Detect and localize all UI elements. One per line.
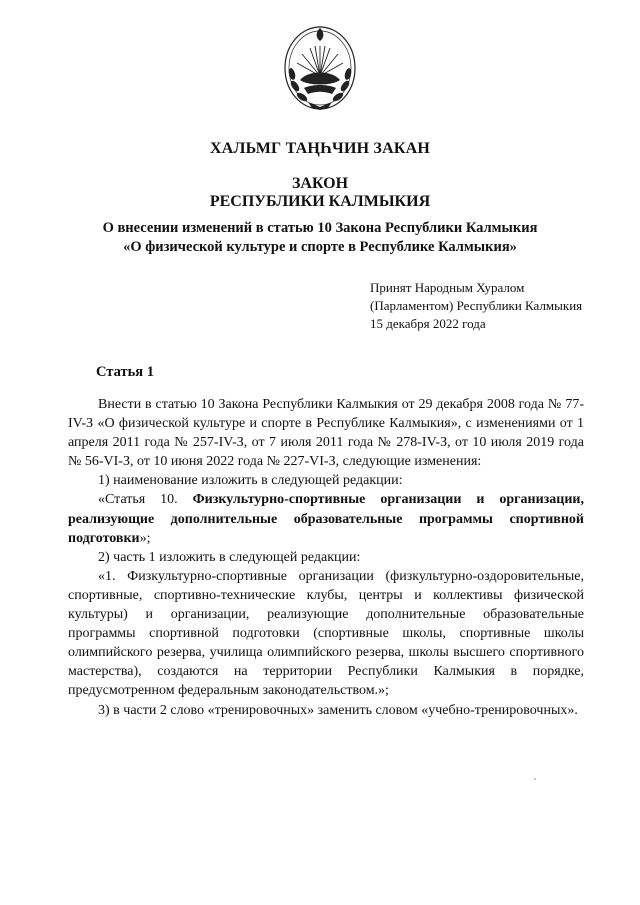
adoption-date: 15 декабря 2022 года: [370, 316, 486, 331]
law-heading: ЗАКОН: [291, 175, 349, 192]
subtitle-line-1: О внесении изменений в статью 10 Закона Республики Калмыкия: [102, 220, 538, 236]
item-1-quote: [68, 490, 584, 547]
adoption-note: [370, 279, 630, 333]
article-intro: Внести в статью 10 Закона Республики Калмыкия от 29 декабря 2008 года № 77-IV-З «О физической культуре и спорте в Республике Калмыкия», с изменениями от 1 апреля 2011 года № 257-IV-З, от 7 июля 2011 года № 278-IV-З, от 10 июля 2019 года № 56-VI-З, от 10 июня 2022 года № 227-VI-З, следующие изменения:: [68, 397, 584, 470]
item-1-quote-start: «Статья 10.: [98, 492, 193, 508]
item-2: 2) часть 1 изложить в следующей редакции:: [98, 549, 361, 565]
adoption-line-2: (Парламентом) Республики Калмыкия: [370, 298, 583, 313]
adoption-line-1: Принят Народным Хуралом: [370, 280, 525, 295]
scan-speck: [534, 778, 536, 780]
law-subtitle: [0, 219, 640, 257]
item-1-quote-end: »;: [139, 530, 151, 546]
subtitle-line-2: «О физической культуре и спорте в Республике Калмыкия»: [123, 239, 517, 255]
article-body: [68, 395, 584, 720]
kalmyk-law-title: ХАЛЬМГ ТАҢҺЧИН ЗАКАН: [209, 140, 431, 157]
item-3: 3) в части 2 слово «тренировочных» заменить словом «учебно-тренировочных».: [98, 702, 578, 718]
item-1: 1) наименование изложить в следующей редакции:: [98, 473, 403, 489]
republic-heading: РЕСПУБЛИКИ КАЛМЫКИЯ: [209, 193, 431, 210]
article-heading: Статья 1: [96, 364, 154, 380]
item-1-quote-title: Физкультурно-спортивные организации и организации, реализующие дополнительные образовательные программы спортивной подготовки: [68, 492, 584, 546]
coat-of-arms-emblem: [282, 24, 358, 112]
item-2-quote: «1. Физкультурно-спортивные организации (физкультурно-оздоровительные, спортивные, спортивно-технические клубы, центры и коллективы физической культуры) и организации, реализующие дополнительные образовательные программы спортивной подготовки (спортивные школы, спортивные школы олимпийского резерва, училища олимпийского резерва, школы высшего спортивного мастерства), создаются на территории Республики Калмыкия в порядке, предусмотренном федеральным законодательством.»;: [68, 568, 584, 699]
